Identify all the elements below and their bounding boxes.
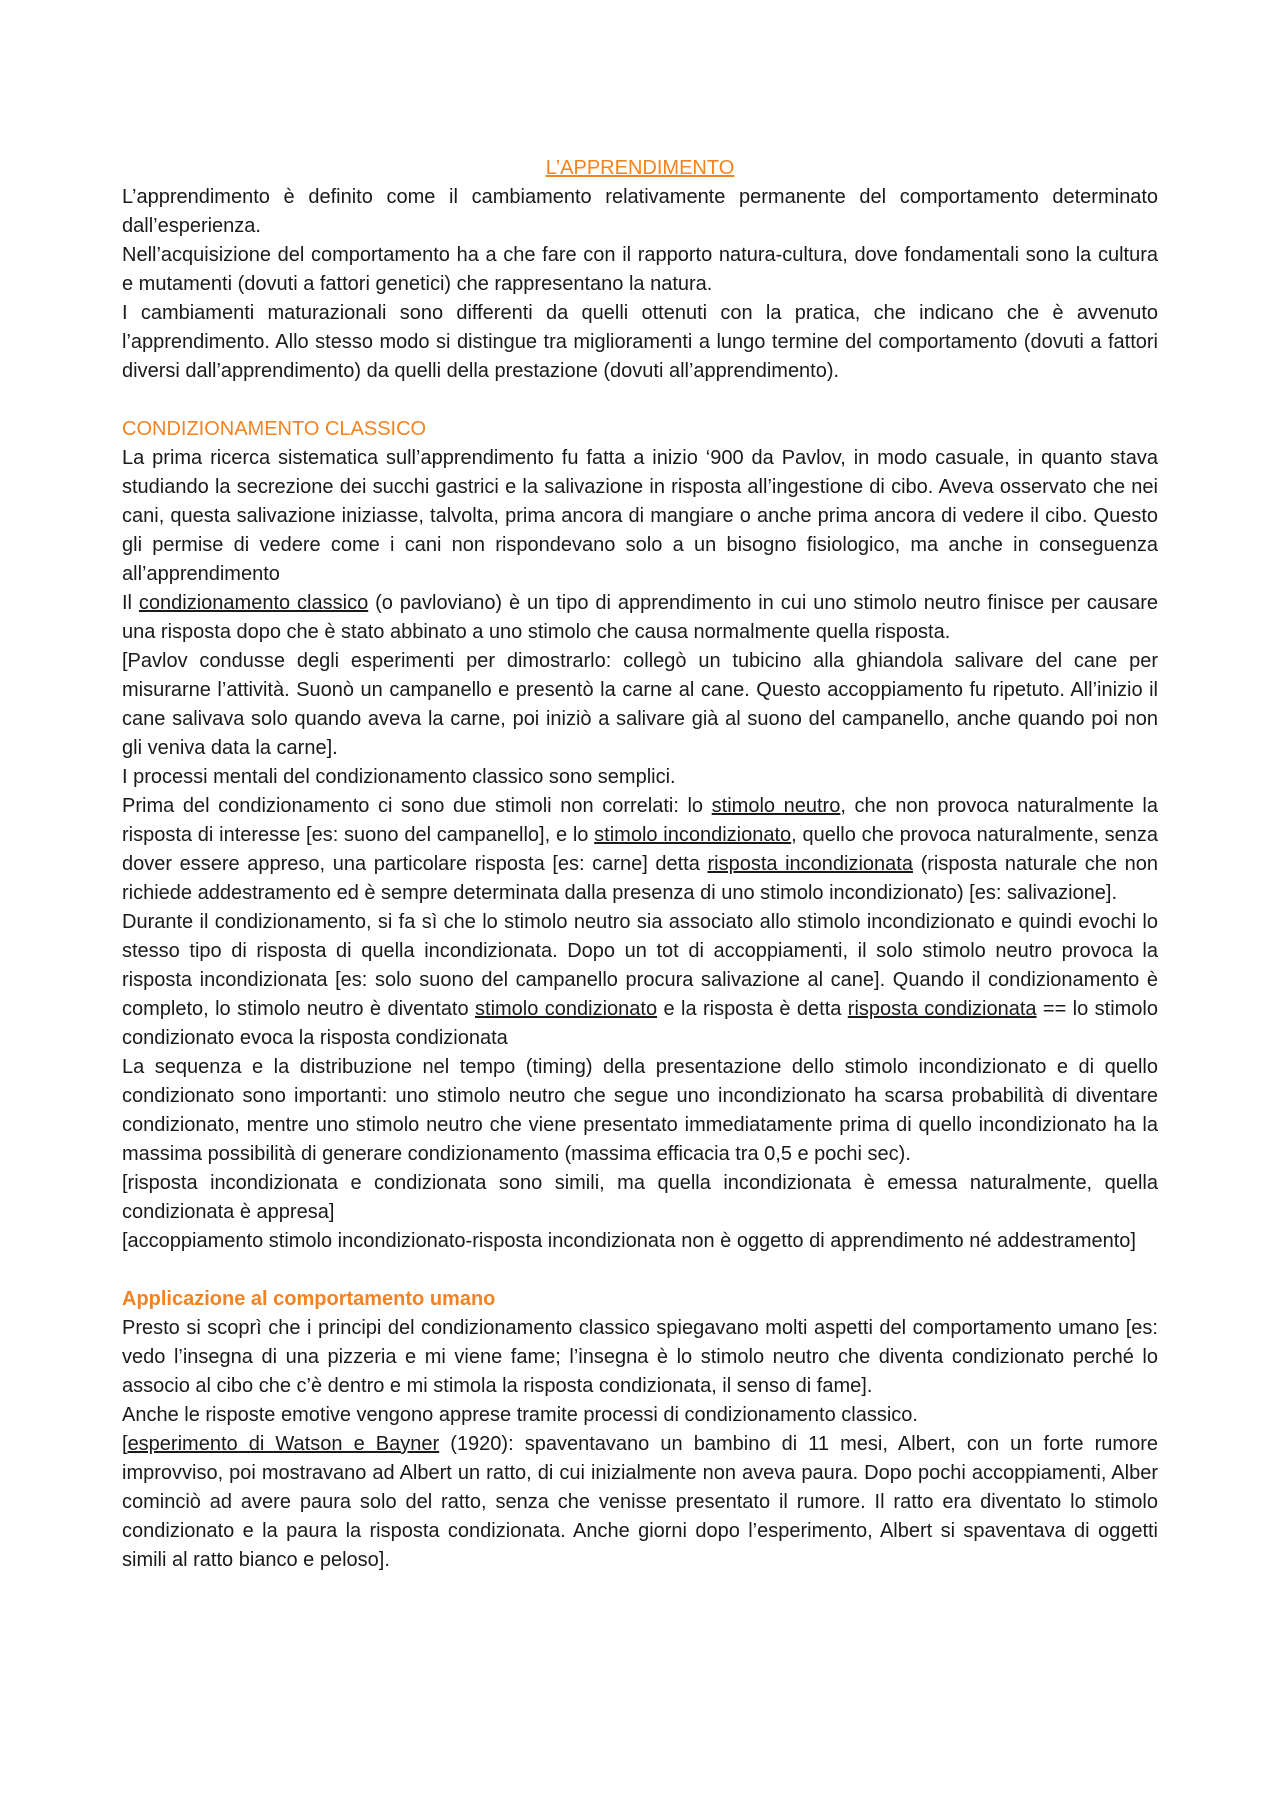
term-watson-bayner-experiment: esperimento di Watson e Bayner <box>127 1433 440 1455</box>
section1-paragraph-2 <box>122 589 1158 647</box>
section1-paragraph-1: La prima ricerca sistematica sull’apprendimento fu fatta a inizio ‘900 da Pavlov, in modo casuale, in quanto stava studiando la secrezione dei succhi gastrici e la salivazione in risposta all’ingestione di cibo. Aveva osservato che nei cani, questa salivazione iniziasse, talvolta, prima ancora di mangiare o anche prima ancora di vedere il cibo. Questo gli permise di vedere come i cani non rispondevano solo a un bisogno fisiologico, ma anche in conseguenza all’apprendimento <box>122 447 1158 585</box>
text-run: (o pavloviano) è un tipo di apprendimento in cui uno stimolo neutro finisce per causare una risposta dopo che è stato abbinato a uno stimolo che causa normalmente quella risposta. <box>122 592 1158 643</box>
section1-paragraph-3: [Pavlov condusse degli esperimenti per dimostrarlo: collegò un tubicino alla ghiandola salivare del cane per misurarne l’attività. Suonò un campanello e presentò la carne al cane. Questo accoppiamento fu ripetuto. All’inizio il cane salivava solo quando aveva la carne, poi iniziò a salivare già al suono del campanello, anche quando poi non gli veniva data la carne]. <box>122 650 1158 759</box>
text-run: Il <box>122 592 139 614</box>
section1-paragraph-9: [accoppiamento stimolo incondizionato-risposta incondizionata non è oggetto di apprendimento né addestramento] <box>122 1230 1136 1252</box>
section1-paragraph-6 <box>122 908 1158 1053</box>
section1-paragraph-7: La sequenza e la distribuzione nel tempo (timing) della presentazione dello stimolo incondizionato e di quello condizionato sono importanti: uno stimolo neutro che segue uno incondizionato ha scarsa probabilità di diventare condizionato, mentre uno stimolo neutro che viene presentato immediatamente prima di quello incondizionato ha la massima possibilità di generare condizionamento (massima efficacia tra 0,5 e pochi sec). <box>122 1056 1158 1165</box>
term-conditioned-stimulus: stimolo condizionato <box>475 998 658 1020</box>
section1-paragraph-4: I processi mentali del condizionamento classico sono semplici. <box>122 766 676 788</box>
text-run: == lo stimolo condizionato evoca la risposta condizionata <box>122 998 1158 1049</box>
intro-paragraph-1: L’apprendimento è definito come il cambiamento relativamente permanente del comportamento determinato dall’esperienza. <box>122 186 1158 237</box>
text-run: (1920): spaventavano un bambino di 11 mesi, Albert, con un forte rumore improvviso, poi mostravano ad Albert un ratto, di cui inizialmente non aveva paura. Dopo pochi accoppiamenti, Alber cominciò ad avere paura solo del ratto, senza che venisse presentato il rumore. Il ratto era diventato lo stimolo condizionato e la paura la risposta condizionata. Anche giorni dopo l’esperimento, Albert si spaventava di oggetti simili al ratto bianco e peloso]. <box>122 1433 1158 1571</box>
section-heading-classical-conditioning: CONDIZIONAMENTO CLASSICO <box>122 418 427 440</box>
spacer <box>122 386 1158 415</box>
text-run: e la risposta è detta <box>657 998 848 1020</box>
term-unconditioned-response: risposta incondizionata <box>707 853 913 875</box>
section1-paragraph-5 <box>122 792 1158 908</box>
section-heading-human-behavior: Applicazione al comportamento umano <box>122 1288 496 1310</box>
section1-paragraph-8: [risposta incondizionata e condizionata sono simili, ma quella incondizionata è emessa naturalmente, quella condizionata è appresa] <box>122 1172 1158 1223</box>
section2-paragraph-1: Presto si scoprì che i principi del condizionamento classico spiegavano molti aspetti del comportamento umano [es: vedo l’insegna di una pizzeria e mi viene fame; l’insegna è lo stimolo neutro che diventa condizionato perché lo associo al cibo che c’è dentro e mi stimola la risposta condizionata, il senso di fame]. <box>122 1317 1158 1397</box>
term-conditioned-response: risposta condizionata <box>847 998 1037 1020</box>
term-unconditioned-stimulus: stimolo incondizionato <box>594 824 792 846</box>
document-content <box>122 154 1158 1575</box>
term-neutral-stimulus: stimolo neutro <box>711 795 841 817</box>
spacer <box>122 1256 1158 1285</box>
text-run: Durante il condizionamento, si fa sì che lo stimolo neutro sia associato allo stimolo incondizionato e quindi evochi lo stesso tipo di risposta di quella incondizionata. Dopo un tot di accoppiamenti, il solo stimolo neutro provoca la risposta incondizionata [es: solo suono del campanello procura salivazione al cane]. Quando il condizionamento è completo, lo stimolo neutro è diventato <box>122 911 1158 1020</box>
section2-paragraph-2: Anche le risposte emotive vengono apprese tramite processi di condizionamento classico. <box>122 1404 918 1426</box>
text-run: , quello che provoca naturalmente, senza dover essere appreso, una particolare risposta [es: carne] detta <box>122 824 1159 875</box>
text-run: [ <box>122 1433 128 1455</box>
text-run: Prima del condizionamento ci sono due stimoli non correlati: lo <box>122 795 712 817</box>
text-run: , che non provoca naturalmente la risposta di interesse [es: suono del campanello], e lo <box>122 795 1158 846</box>
section2-paragraph-3 <box>122 1430 1158 1575</box>
term-classical-conditioning: condizionamento classico <box>138 592 369 614</box>
document-title: L’APPRENDIMENTO <box>545 157 735 179</box>
text-run: (risposta naturale che non richiede addestramento ed è sempre determinata dalla presenza di uno stimolo incondizionato) [es: salivazione]. <box>122 853 1159 904</box>
intro-paragraph-3: I cambiamenti maturazionali sono differenti da quelli ottenuti con la pratica, che indicano che è avvenuto l’apprendimento. Allo stesso modo si distingue tra miglioramenti a lungo termine del comportamento (dovuti a fattori diversi dall’apprendimento) da quelli della prestazione (dovuti all’apprendimento). <box>122 302 1158 382</box>
intro-paragraph-2: Nell’acquisizione del comportamento ha a che fare con il rapporto natura-cultura, dove fondamentali sono la cultura e mutamenti (dovuti a fattori genetici) che rappresentano la natura. <box>122 244 1158 295</box>
